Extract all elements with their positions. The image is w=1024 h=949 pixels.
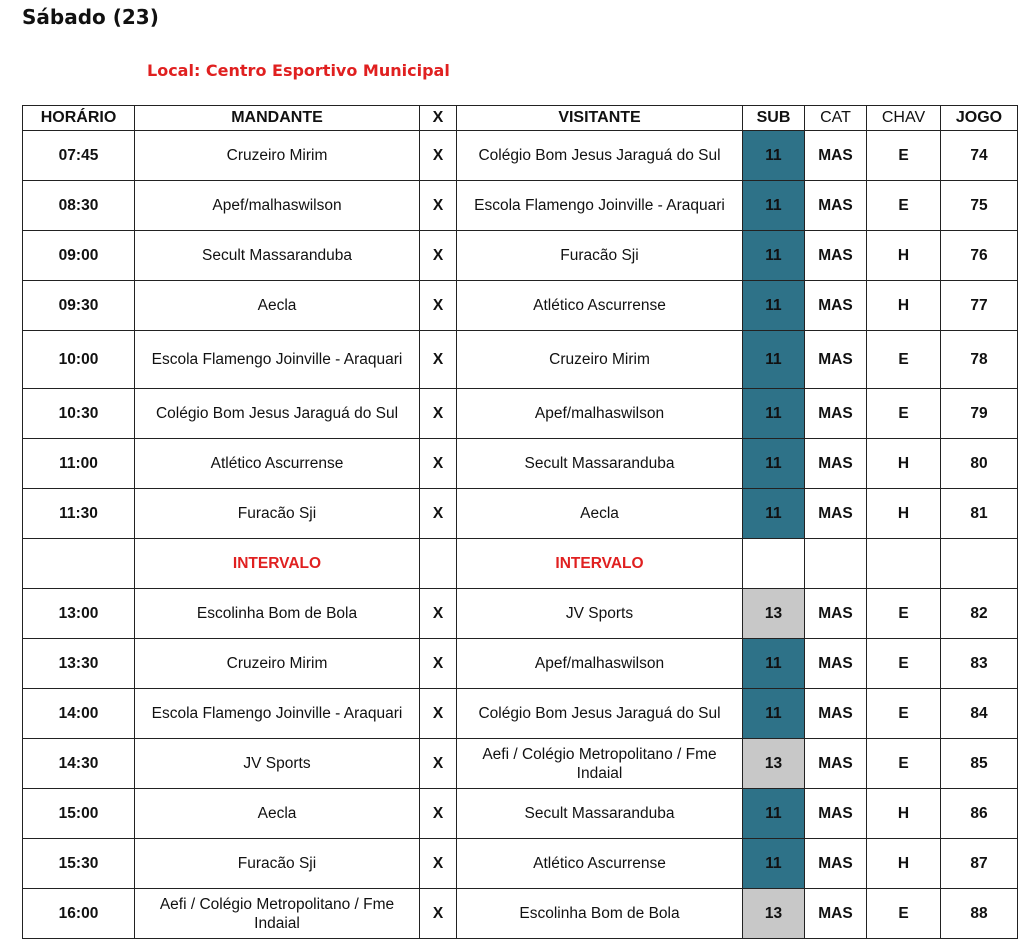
interval-label-away: INTERVALO (457, 539, 743, 589)
sub-cell: 11 (743, 639, 805, 689)
home-team-cell: Aecla (135, 281, 420, 331)
game-row (23, 689, 1018, 739)
cat-cell: MAS (805, 889, 867, 939)
time-cell: 14:00 (23, 689, 135, 739)
sub-cell: 13 (743, 739, 805, 789)
header-mandante: MANDANTE (135, 106, 420, 131)
home-team-cell: Colégio Bom Jesus Jaraguá do Sul (135, 389, 420, 439)
time-cell: 11:30 (23, 489, 135, 539)
chav-cell: E (867, 181, 941, 231)
x-cell: X (420, 181, 457, 231)
interval-label-home: INTERVALO (135, 539, 420, 589)
x-cell: X (420, 131, 457, 181)
home-team-cell: Escola Flamengo Joinville - Araquari (135, 331, 420, 389)
away-team-cell: Apef/malhaswilson (457, 389, 743, 439)
x-cell: X (420, 331, 457, 389)
game-row (23, 131, 1018, 181)
cat-cell: MAS (805, 331, 867, 389)
x-cell: X (420, 739, 457, 789)
x-cell (420, 539, 457, 589)
home-team-cell: Cruzeiro Mirim (135, 639, 420, 689)
away-team-cell: Aefi / Colégio Metropolitano / Fme Indaial (457, 739, 743, 789)
away-team-cell: Escola Flamengo Joinville - Araquari (457, 181, 743, 231)
game-row (23, 889, 1018, 939)
x-cell: X (420, 589, 457, 639)
jogo-cell (941, 539, 1018, 589)
home-team-cell: Furacão Sji (135, 839, 420, 889)
header-horario: HORÁRIO (23, 106, 135, 131)
time-cell: 09:00 (23, 231, 135, 281)
jogo-cell: 75 (941, 181, 1018, 231)
sub-cell: 11 (743, 131, 805, 181)
game-row (23, 231, 1018, 281)
sub-cell: 11 (743, 439, 805, 489)
home-team-cell: Escolinha Bom de Bola (135, 589, 420, 639)
away-team-cell: Apef/malhaswilson (457, 639, 743, 689)
sub-cell: 11 (743, 839, 805, 889)
chav-cell: E (867, 389, 941, 439)
cat-cell: MAS (805, 789, 867, 839)
chav-cell: E (867, 331, 941, 389)
home-team-cell: Cruzeiro Mirim (135, 131, 420, 181)
home-team-cell: Escola Flamengo Joinville - Araquari (135, 689, 420, 739)
sub-cell: 11 (743, 389, 805, 439)
chav-cell: E (867, 131, 941, 181)
chav-cell: H (867, 789, 941, 839)
chav-cell: H (867, 839, 941, 889)
x-cell: X (420, 489, 457, 539)
sub-cell: 11 (743, 331, 805, 389)
game-row (23, 281, 1018, 331)
schedule-table (22, 105, 1018, 939)
header-visitante: VISITANTE (457, 106, 743, 131)
x-cell: X (420, 281, 457, 331)
sub-cell: 11 (743, 689, 805, 739)
cat-cell: MAS (805, 739, 867, 789)
jogo-cell: 78 (941, 331, 1018, 389)
time-cell: 13:30 (23, 639, 135, 689)
cat-cell: MAS (805, 181, 867, 231)
time-cell: 10:00 (23, 331, 135, 389)
game-row (23, 839, 1018, 889)
time-cell: 08:30 (23, 181, 135, 231)
jogo-cell: 74 (941, 131, 1018, 181)
time-cell: 16:00 (23, 889, 135, 939)
jogo-cell: 85 (941, 739, 1018, 789)
cat-cell: MAS (805, 131, 867, 181)
home-team-cell: JV Sports (135, 739, 420, 789)
chav-cell: H (867, 439, 941, 489)
cat-cell: MAS (805, 589, 867, 639)
chav-cell: E (867, 689, 941, 739)
away-team-cell: Furacão Sji (457, 231, 743, 281)
x-cell: X (420, 789, 457, 839)
home-team-cell: Furacão Sji (135, 489, 420, 539)
game-row (23, 639, 1018, 689)
x-cell: X (420, 439, 457, 489)
home-team-cell: Aecla (135, 789, 420, 839)
time-cell: 07:45 (23, 131, 135, 181)
sub-cell (743, 539, 805, 589)
sub-cell: 11 (743, 281, 805, 331)
jogo-cell: 86 (941, 789, 1018, 839)
away-team-cell: Colégio Bom Jesus Jaraguá do Sul (457, 689, 743, 739)
sub-cell: 11 (743, 789, 805, 839)
header-row (23, 106, 1018, 131)
jogo-cell: 87 (941, 839, 1018, 889)
cat-cell: MAS (805, 389, 867, 439)
home-team-cell: Atlético Ascurrense (135, 439, 420, 489)
game-row (23, 489, 1018, 539)
game-row (23, 739, 1018, 789)
away-team-cell: Atlético Ascurrense (457, 281, 743, 331)
jogo-cell: 84 (941, 689, 1018, 739)
chav-cell (867, 539, 941, 589)
home-team-cell: Secult Massaranduba (135, 231, 420, 281)
jogo-cell: 80 (941, 439, 1018, 489)
time-cell: 11:00 (23, 439, 135, 489)
jogo-cell: 81 (941, 489, 1018, 539)
chav-cell: E (867, 639, 941, 689)
x-cell: X (420, 689, 457, 739)
sub-cell: 11 (743, 231, 805, 281)
game-row (23, 589, 1018, 639)
time-cell: 09:30 (23, 281, 135, 331)
time-cell: 10:30 (23, 389, 135, 439)
jogo-cell: 79 (941, 389, 1018, 439)
interval-row (23, 539, 1018, 589)
time-cell: 15:30 (23, 839, 135, 889)
header-chav: CHAV (867, 106, 941, 131)
jogo-cell: 88 (941, 889, 1018, 939)
jogo-cell: 77 (941, 281, 1018, 331)
time-cell: 14:30 (23, 739, 135, 789)
sub-cell: 11 (743, 181, 805, 231)
jogo-cell: 83 (941, 639, 1018, 689)
chav-cell: H (867, 489, 941, 539)
header-jogo: JOGO (941, 106, 1018, 131)
chav-cell: H (867, 231, 941, 281)
game-row (23, 389, 1018, 439)
home-team-cell: Apef/malhaswilson (135, 181, 420, 231)
x-cell: X (420, 231, 457, 281)
chav-cell: E (867, 589, 941, 639)
x-cell: X (420, 639, 457, 689)
cat-cell (805, 539, 867, 589)
time-cell: 15:00 (23, 789, 135, 839)
x-cell: X (420, 839, 457, 889)
away-team-cell: Escolinha Bom de Bola (457, 889, 743, 939)
game-row (23, 789, 1018, 839)
away-team-cell: Secult Massaranduba (457, 439, 743, 489)
home-team-cell: Aefi / Colégio Metropolitano / Fme Indaial (135, 889, 420, 939)
cat-cell: MAS (805, 489, 867, 539)
away-team-cell: Atlético Ascurrense (457, 839, 743, 889)
header-x: X (420, 106, 457, 131)
game-row (23, 181, 1018, 231)
venue-label: Local: Centro Esportivo Municipal (147, 61, 450, 80)
jogo-cell: 76 (941, 231, 1018, 281)
away-team-cell: Colégio Bom Jesus Jaraguá do Sul (457, 131, 743, 181)
x-cell: X (420, 389, 457, 439)
chav-cell: H (867, 281, 941, 331)
chav-cell: E (867, 889, 941, 939)
cat-cell: MAS (805, 281, 867, 331)
cat-cell: MAS (805, 839, 867, 889)
game-row (23, 439, 1018, 489)
game-row (23, 331, 1018, 389)
header-sub: SUB (743, 106, 805, 131)
away-team-cell: Secult Massaranduba (457, 789, 743, 839)
time-cell (23, 539, 135, 589)
cat-cell: MAS (805, 439, 867, 489)
header-cat: CAT (805, 106, 867, 131)
time-cell: 13:00 (23, 589, 135, 639)
away-team-cell: JV Sports (457, 589, 743, 639)
day-title: Sábado (23) (22, 5, 159, 29)
sub-cell: 13 (743, 589, 805, 639)
x-cell: X (420, 889, 457, 939)
away-team-cell: Aecla (457, 489, 743, 539)
jogo-cell: 82 (941, 589, 1018, 639)
schedule-body (23, 131, 1018, 939)
sub-cell: 13 (743, 889, 805, 939)
cat-cell: MAS (805, 231, 867, 281)
cat-cell: MAS (805, 689, 867, 739)
sub-cell: 11 (743, 489, 805, 539)
chav-cell: E (867, 739, 941, 789)
away-team-cell: Cruzeiro Mirim (457, 331, 743, 389)
cat-cell: MAS (805, 639, 867, 689)
